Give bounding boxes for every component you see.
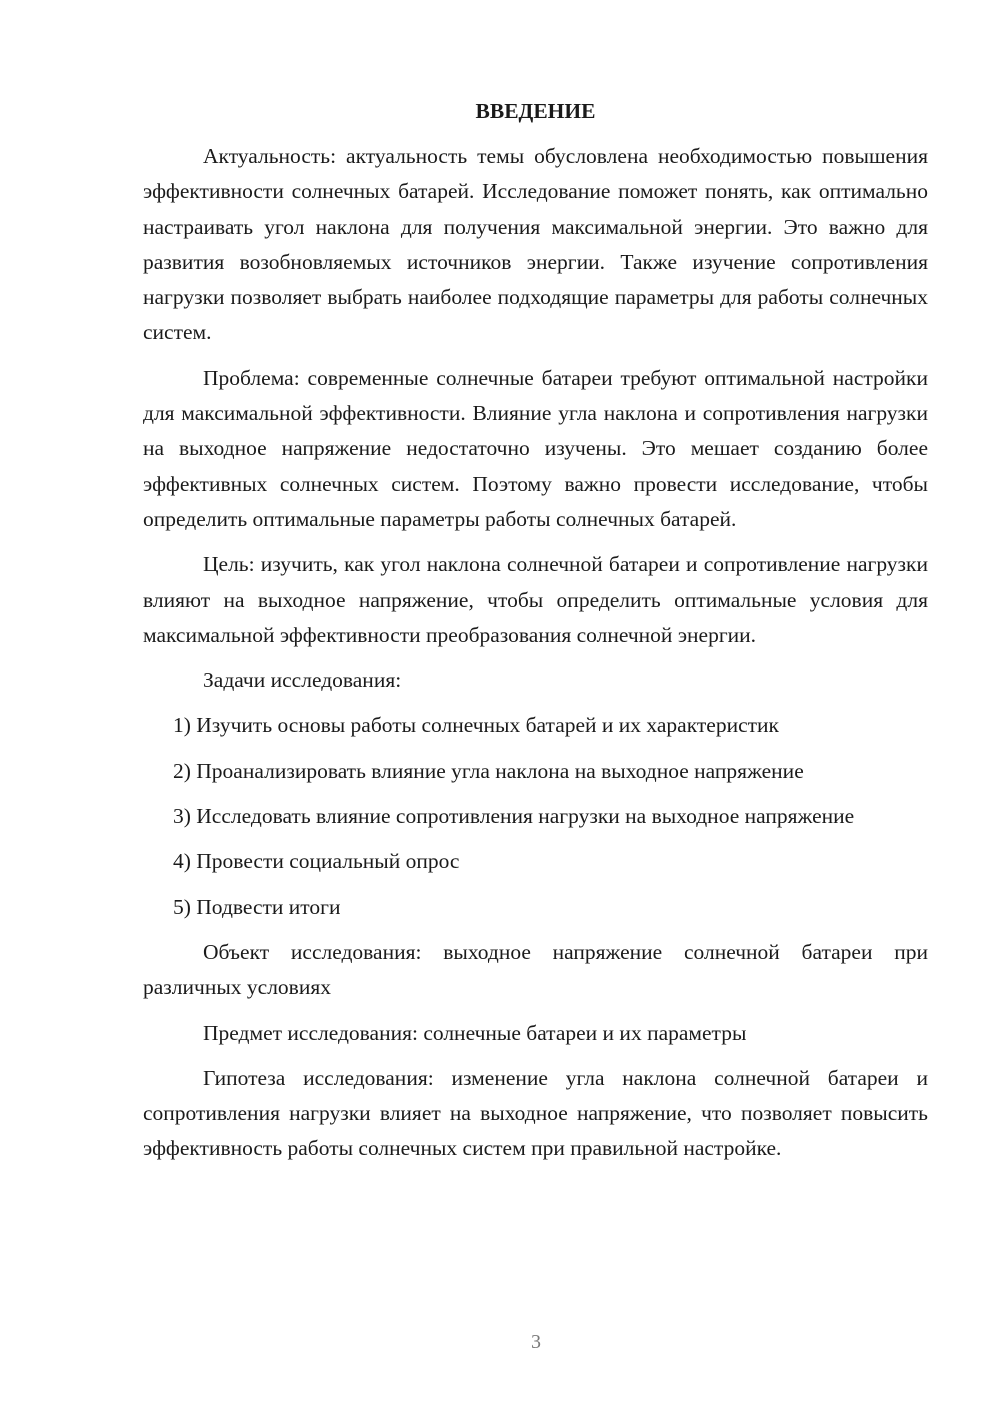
page-content xyxy=(143,94,928,1177)
goal-paragraph: Цель: изучить, как угол наклона солнечной батареи и сопротивление нагрузки влияют на выходное напряжение, чтобы определить оптимальные условия для максимальной эффективности преобразования солнечной энергии. xyxy=(143,552,928,647)
task-item-5: 5) Подвести итоги xyxy=(173,894,341,919)
relevance-paragraph: Актуальность: актуальность темы обусловлена необходимостью повышения эффективности солнечных батарей. Исследование поможет понять, как оптимально настраивать угол наклона для получения максимальной энергии. Это важно для развития возобновляемых источников энергии. Также изучение сопротивления нагрузки позволяет выбрать наиболее подходящие параметры для работы солнечных систем. xyxy=(143,144,928,345)
task-item-4: 4) Провести социальный опрос xyxy=(173,849,460,874)
subject-paragraph: Предмет исследования: солнечные батареи и их параметры xyxy=(203,1020,747,1045)
tasks-heading: Задачи исследования: xyxy=(203,668,402,693)
hypothesis-paragraph: Гипотеза исследования: изменение угла наклона солнечной батареи и сопротивления нагрузки влияет на выходное напряжение, что позволяет повысить эффективность работы солнечных систем при правильной настройке. xyxy=(143,1065,928,1161)
page-number: 3 xyxy=(531,1331,541,1353)
object-paragraph: Объект исследования: выходное напряжение солнечной батареи при различных условиях xyxy=(143,939,928,1000)
page-title: ВВЕДЕНИЕ xyxy=(475,99,596,123)
problem-paragraph: Проблема: современные солнечные батареи требуют оптимальной настройки для максимальной эффективности. Влияние угла наклона и сопротивления нагрузки на выходное напряжение недостаточно изучены. Это мешает созданию более эффективных солнечных систем. Поэтому важно провести исследование, чтобы определить оптимальные параметры работы солнечных батарей. xyxy=(143,365,928,531)
task-item-2: 2) Проанализировать влияние угла наклона на выходное напряжение xyxy=(173,758,804,783)
task-item-1: 1) Изучить основы работы солнечных батарей и их характеристик xyxy=(173,713,779,738)
task-item-3: 3) Исследовать влияние сопротивления нагрузки на выходное напряжение xyxy=(173,804,855,829)
